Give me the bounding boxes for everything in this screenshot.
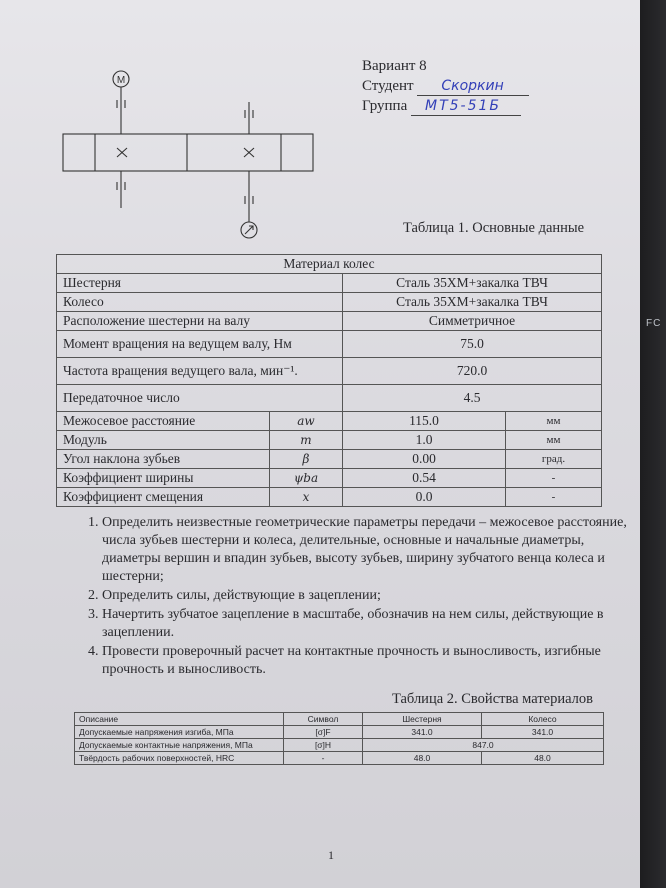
- table-row: Угол наклона зубьев β 0.00 град.: [57, 450, 602, 469]
- gearbox-schematic: [55, 60, 325, 245]
- table-row: Передаточное число 4.5: [57, 385, 602, 412]
- variant-label: Вариант 8: [362, 58, 427, 74]
- table-row: Твёрдость рабочих поверхностей, HRC - 48.0 48.0: [75, 752, 604, 765]
- group-label: Группа: [362, 98, 408, 114]
- list-item: 2. Определить силы, действующие в зацеплении;: [102, 587, 628, 605]
- motor-symbol: M: [116, 75, 126, 86]
- group-line: [411, 98, 521, 116]
- page-number: 1: [328, 848, 334, 862]
- task-list: [80, 514, 628, 680]
- table-row: Расположение шестерни на валу Симметричное: [57, 312, 602, 331]
- table-row: Допускаемые напряжения изгиба, МПа [σ]F 341.0 341.0: [75, 726, 604, 739]
- table-row: Колесо Сталь 35ХМ+закалка ТВЧ: [57, 293, 602, 312]
- edge-text: FC: [646, 318, 662, 329]
- list-item: 3. Начертить зубчатое зацепление в масштабе, обозначив на нем силы, действующие в зацеплении.: [102, 606, 628, 642]
- student-value: Скоркин: [441, 78, 504, 94]
- table-row: Частота вращения ведущего вала, мин⁻¹. 720.0: [57, 358, 602, 385]
- table1-caption: Таблица 1. Основные данные: [403, 220, 585, 236]
- table2: [74, 712, 604, 765]
- table1-header: Материал колес: [57, 255, 602, 274]
- table-row: Межосевое расстояние aw 115.0 мм: [57, 412, 602, 431]
- table-row: Момент вращения на ведущем валу, Нм 75.0: [57, 331, 602, 358]
- table-row: Допускаемые контактные напряжения, МПа [σ]H 847.0: [75, 739, 604, 752]
- table-row: Шестерня Сталь 35ХМ+закалка ТВЧ: [57, 274, 602, 293]
- student-line: [417, 78, 529, 96]
- table-header-row: Описание Символ Шестерня Колесо: [75, 713, 604, 726]
- table-row: Коэффициент смещения x 0.0 -: [57, 488, 602, 507]
- table-row: Коэффициент ширины ψba 0.54 -: [57, 469, 602, 488]
- student-row: [362, 78, 529, 96]
- list-item: 1. Определить неизвестные геометрические параметры передачи – межосевое расстояние, числа зубьев шестерни и колеса, делительные, основные и начальные диаметры, диаметры вершин и впадин зубьев, высоту зубьев, ширину зубчатого венца колеса и шестерни;: [102, 514, 628, 586]
- group-row: [362, 98, 521, 116]
- table1: [56, 254, 602, 507]
- student-label: Студент: [362, 78, 414, 94]
- desk-background: [640, 0, 666, 888]
- table-row: Модуль m 1.0 мм: [57, 431, 602, 450]
- group-value: МТ5-51Б: [425, 98, 502, 114]
- table2-caption: Таблица 2. Свойства материалов: [392, 691, 593, 707]
- list-item: 4. Провести проверочный расчет на контактные прочность и выносливость, изгибные прочность и выносливость.: [102, 643, 628, 679]
